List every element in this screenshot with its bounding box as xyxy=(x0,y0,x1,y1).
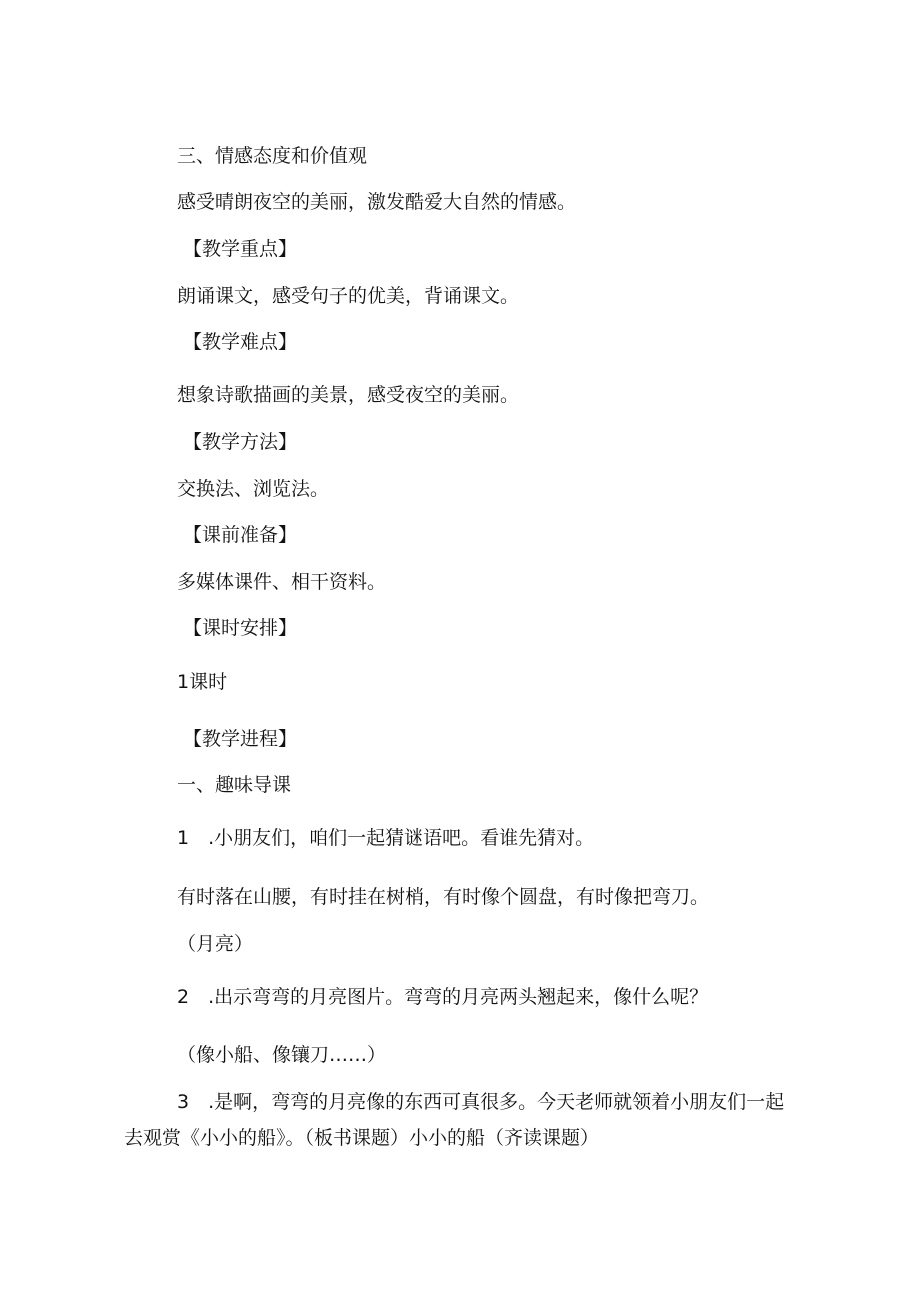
paragraph-preparation: 多媒体课件、相干资料。 xyxy=(177,571,387,593)
paragraph-teaching-focus: 朗诵课文，感受句子的优美，背诵课文。 xyxy=(177,285,520,307)
heading-schedule: 【课时安排】 xyxy=(183,617,298,639)
list-item-1: 1 .小朋友们，咱们一起猜谜语吧。看谁先猜对。 xyxy=(177,827,595,849)
paragraph-schedule: 1课时 xyxy=(177,671,228,693)
section-heading-emotion: 三、情感态度和价值观 xyxy=(177,145,368,167)
riddle-text: 有时落在山腰，有时挂在树梢，有时像个圆盘，有时像把弯刀。 xyxy=(177,886,710,908)
section-heading-intro: 一、趣味导课 xyxy=(177,774,292,796)
heading-preparation: 【课前准备】 xyxy=(183,524,298,546)
heading-process: 【教学进程】 xyxy=(183,728,298,750)
paragraph-teaching-difficulty: 想象诗歌描画的美景，感受夜空的美丽。 xyxy=(177,384,520,406)
answer-examples: （像小船、像镶刀……） xyxy=(177,1044,387,1066)
riddle-answer: （月亮） xyxy=(177,933,254,955)
list-item-2: 2 .出示弯弯的月亮图片。弯弯的月亮两头翘起来，像什么呢？ xyxy=(177,986,709,1008)
heading-teaching-difficulty: 【教学难点】 xyxy=(183,331,298,353)
heading-teaching-focus: 【教学重点】 xyxy=(183,238,298,260)
heading-teaching-method: 【教学方法】 xyxy=(183,431,298,453)
paragraph-emotion: 感受晴朗夜空的美丽，激发酷爱大自然的情感。 xyxy=(177,191,577,213)
list-item-3: 3 .是啊，弯弯的月亮像的东西可真很多。今天老师就领着小朋友们一起 xyxy=(177,1091,785,1113)
list-item-3-continued: 去观赏《小小的船》。（板书课题）小小的船（齐读课题） xyxy=(124,1127,600,1149)
paragraph-teaching-method: 交换法、浏览法。 xyxy=(177,478,330,500)
